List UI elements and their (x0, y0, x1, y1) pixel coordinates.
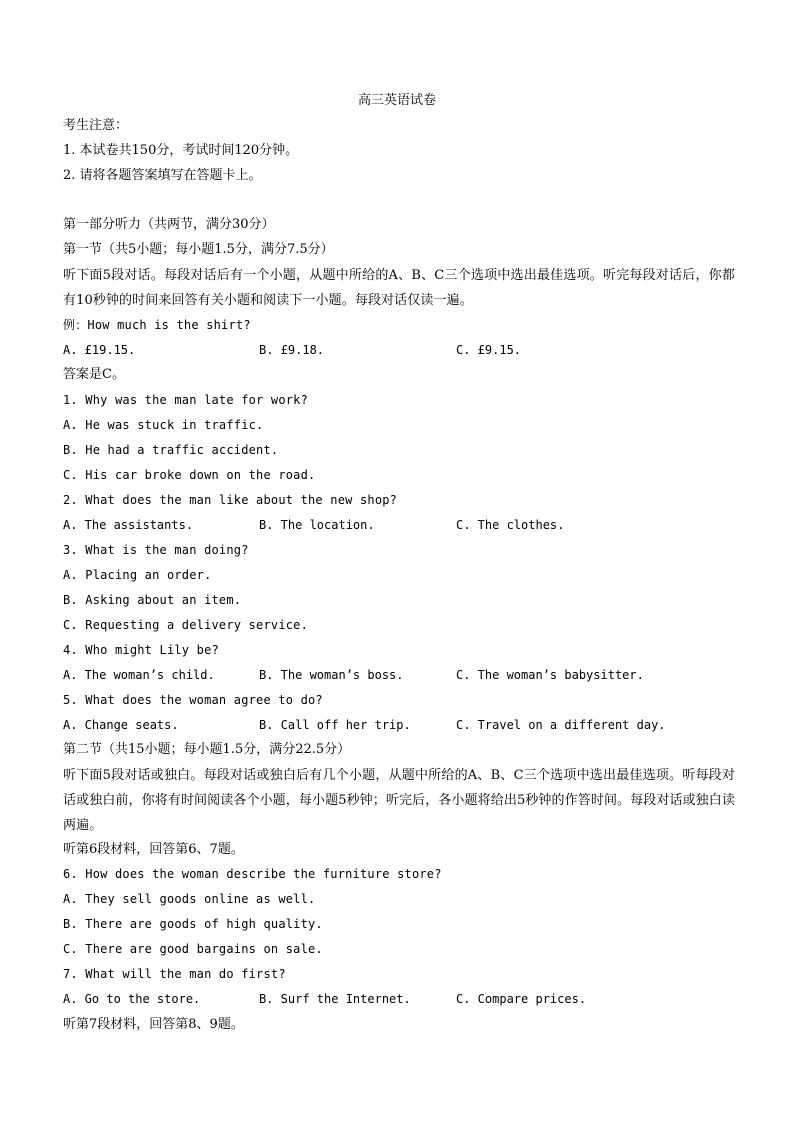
part1-heading: 第一部分听力（共两节，满分30分） (63, 217, 275, 232)
q5-options (0, 717, 794, 734)
q5-option-a: A. Change seats. (63, 718, 179, 732)
example-option-b: B. £9.18. (259, 343, 325, 357)
q1-option-a: A. He was stuck in traffic. (63, 418, 264, 432)
q3-option-c: C. Requesting a delivery service. (63, 618, 309, 632)
section2-instructions: 听下面5段对话或独白。每段对话或独白后有几个小题，从题中所给的A、B、C三个选项中选出最佳选项。听每段对话或独白前，你将有时间阅读各个小题，每小题5秒钟；听完后，各小题将给出5秒钟的作答时间。每段对话或独白读两遍。 (63, 768, 735, 833)
q3-question: 3. What is the man doing? (63, 543, 249, 557)
q2-options (0, 517, 794, 534)
q6-option-c: C. There are good bargains on sale. (63, 942, 323, 956)
q7-options (0, 991, 794, 1008)
q6-question: 6. How does the woman describe the furniture store? (63, 867, 442, 881)
q7-option-b: B. Surf the Internet. (259, 992, 411, 1006)
section1-heading: 第一节（共5小题；每小题1.5分，满分7.5分） (63, 242, 334, 257)
q7-option-a: A. Go to the store. (63, 992, 201, 1006)
q1-option-c: C. His car broke down on the road. (63, 468, 316, 482)
example-question: 例：How much is the shirt? (63, 318, 251, 332)
q4-option-a: A. The woman’s child. (63, 668, 215, 682)
example-option-c: C. £9.15. (456, 343, 522, 357)
q3-option-b: B. Asking about an item. (63, 593, 242, 607)
notice-item-2: 2. 请将各题答案填写在答题卡上。 (63, 168, 262, 183)
q5-question: 5. What does the woman agree to do? (63, 693, 323, 707)
q3-option-a: A. Placing an order. (63, 568, 212, 582)
q2-option-a: A. The assistants. (63, 518, 194, 532)
page-title: 高三英语试卷 (357, 93, 436, 108)
material6-label: 听第6段材料，回答第6、7题。 (63, 842, 244, 857)
example-answer: 答案是C。 (63, 367, 125, 382)
q6-option-b: B. There are goods of high quality. (63, 917, 323, 931)
notice-heading: 考生注意： (63, 118, 129, 133)
q5-option-b: B. Call off her trip. (259, 718, 411, 732)
notice-item-1: 1. 本试卷共150分，考试时间120分钟。 (63, 143, 299, 158)
q2-option-c: C. The clothes. (456, 518, 565, 532)
q6-option-a: A. They sell goods online as well. (63, 892, 316, 906)
q2-option-b: B. The location. (259, 518, 375, 532)
q5-option-c: C. Travel on a different day. (456, 718, 666, 732)
q1-option-b: B. He had a traffic accident. (63, 443, 279, 457)
q2-question: 2. What does the man like about the new shop? (63, 493, 398, 507)
q4-question: 4. Who might Lily be? (63, 643, 219, 657)
q7-question: 7. What will the man do first? (63, 967, 286, 981)
example-options (0, 342, 794, 359)
material7-label: 听第7段材料，回答第8、9题。 (63, 1017, 244, 1032)
q7-option-c: C. Compare prices. (456, 992, 587, 1006)
example-option-a: A. £19.15. (63, 343, 136, 357)
q1-question: 1. Why was the man late for work? (63, 393, 309, 407)
q4-option-c: C. The woman’s babysitter. (456, 668, 644, 682)
q4-options (0, 667, 794, 684)
q4-option-b: B. The woman’s boss. (259, 668, 404, 682)
section1-instructions: 听下面5段对话。每段对话后有一个小题，从题中所给的A、B、C三个选项中选出最佳选项。听完每段对话后，你都有10秒钟的时间来回答有关小题和阅读下一小题。每段对话仅读一遍。 (63, 268, 735, 308)
section2-heading: 第二节（共15小题；每小题1.5分，满分22.5分） (63, 742, 351, 757)
